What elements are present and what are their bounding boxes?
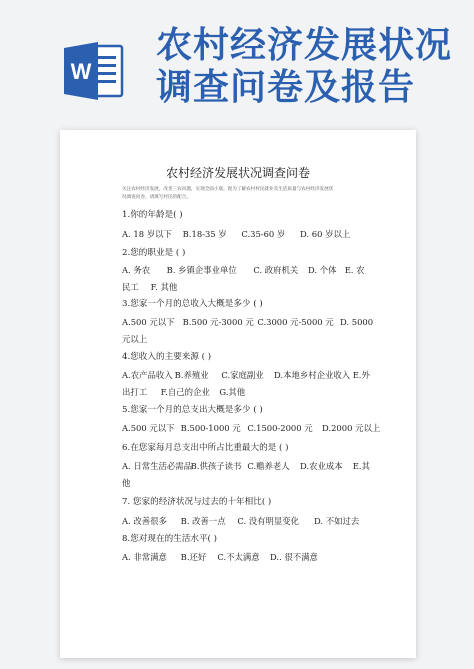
question-4: 4.您收入的主要来源 ( ) bbox=[122, 352, 212, 362]
option: A. 日常生活必需品 bbox=[122, 461, 192, 471]
question-5-options bbox=[122, 422, 380, 434]
option: D.农业成本 bbox=[300, 461, 343, 471]
document-title: 农村经济发展状况调查问卷 bbox=[165, 166, 310, 180]
question-5: 5.您家一个月的总支出大概是多少 ( ) bbox=[122, 405, 263, 415]
question-3-options bbox=[122, 316, 373, 328]
option: 元以上 bbox=[122, 334, 148, 344]
option: D.2000 元以上 bbox=[322, 423, 381, 433]
option: D. 60 岁以上 bbox=[300, 229, 351, 239]
option: D. 5000 bbox=[340, 317, 374, 327]
option: E. 农 bbox=[344, 265, 365, 275]
option: F. 其他 bbox=[150, 282, 178, 292]
question-7: 7. 您家的经济状况与过去的十年相比( ) bbox=[122, 497, 272, 507]
banner-title-line1: 农村经济发展状况 bbox=[156, 25, 453, 66]
option: B.500-1000 元 bbox=[180, 423, 241, 433]
option: B.养殖业 bbox=[174, 370, 209, 380]
option: B.供孩子读书 bbox=[190, 461, 242, 471]
option: G.其他 bbox=[219, 387, 246, 397]
option: C.不太满意 bbox=[217, 552, 260, 562]
option: C. 政府机关 bbox=[253, 265, 299, 275]
option: A. 18 岁以下 bbox=[122, 229, 172, 239]
option: D. 个体 bbox=[308, 265, 337, 275]
option: A. 改善很多 bbox=[122, 516, 167, 526]
option: B.18-35 岁 bbox=[182, 229, 227, 239]
option: A. 非常满意 bbox=[122, 552, 167, 562]
intro-line-2: 况调查问卷，请填写村民的配合。 bbox=[122, 195, 191, 200]
question-6-options-cont bbox=[122, 477, 130, 489]
option: C.35-60 岁 bbox=[241, 229, 286, 239]
option: C. 没有明显变化 bbox=[237, 516, 300, 526]
question-2-options-cont bbox=[122, 281, 177, 293]
question-4-options-cont bbox=[122, 386, 245, 398]
option: C.3000 元-5000 元 bbox=[257, 317, 334, 327]
question-1-options bbox=[122, 228, 350, 240]
option: F.自己的企业 bbox=[160, 387, 210, 397]
banner-title-line2: 调查问卷及报告 bbox=[156, 67, 416, 108]
question-1: 1.你的年龄是( ) bbox=[122, 210, 183, 220]
question-8-options bbox=[122, 551, 318, 563]
option: A.农产品收入 bbox=[122, 370, 173, 380]
question-3-options-cont bbox=[122, 333, 147, 345]
option: A. 务农 bbox=[122, 265, 151, 275]
word-icon bbox=[64, 40, 124, 102]
option: C.1500-2000 元 bbox=[247, 423, 313, 433]
option: 出打工 bbox=[122, 387, 148, 397]
option: B. 乡镇企事业单位 bbox=[166, 265, 237, 275]
option: B.还好 bbox=[180, 552, 207, 562]
question-3: 3.您家一个月的总收入大概是多少 ( ) bbox=[122, 299, 263, 309]
question-2-options bbox=[122, 264, 365, 276]
document-intro bbox=[122, 186, 358, 202]
document-page bbox=[60, 130, 416, 658]
option: B.500 元-3000 元 bbox=[182, 317, 254, 327]
option: C.家庭副业 bbox=[221, 370, 264, 380]
header-banner bbox=[0, 0, 474, 118]
question-6: 6.在您家每月总支出中所占比重最大的是 ( ) bbox=[122, 443, 289, 453]
option: C.赡养老人 bbox=[247, 461, 290, 471]
option: E.外 bbox=[352, 370, 370, 380]
question-8: 8.您对现在的生活水平( ) bbox=[122, 534, 217, 544]
option: A.500 元以下 bbox=[122, 317, 175, 327]
option: B. 改善一点 bbox=[180, 516, 226, 526]
question-2: 2.您的职业是 ( ) bbox=[122, 248, 186, 258]
question-7-options bbox=[122, 515, 359, 527]
question-6-options bbox=[122, 460, 370, 472]
word-icon-letter: W bbox=[70, 59, 92, 84]
option: D.本地乡村企业收入 bbox=[274, 370, 351, 380]
option: D. 不如过去 bbox=[314, 516, 360, 526]
option: E.其 bbox=[352, 461, 370, 471]
option: D.. 很不满意 bbox=[270, 552, 318, 562]
intro-line-1: 关注农村经济发展，改善三农问题，实现全面小康。现为了解农村村民就业及生活质量与农村经济发展状 bbox=[122, 187, 334, 192]
question-4-options bbox=[122, 369, 370, 381]
option: 民工 bbox=[122, 282, 139, 292]
option: 他 bbox=[122, 478, 131, 488]
option: A.500 元以下 bbox=[122, 423, 175, 433]
